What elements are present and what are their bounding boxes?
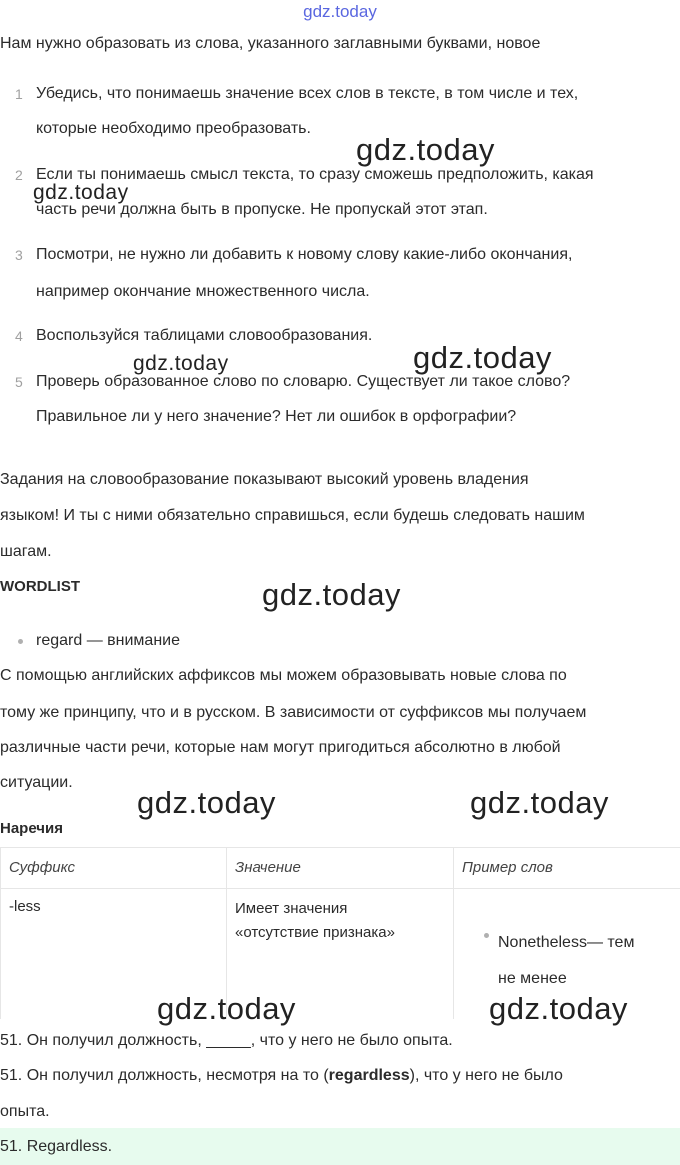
- answer-text: 51. Regardless.: [0, 1138, 113, 1155]
- answer-box: [0, 1128, 680, 1165]
- solution-line: 51. Он получил должность, несмотря на то (regardless), что у него не было: [0, 1067, 563, 1084]
- affix-text: ситуации.: [0, 774, 73, 791]
- solution-keyword: regardless: [328, 1067, 410, 1084]
- watermark: gdz.today: [33, 181, 129, 204]
- watermark: gdz.today: [489, 991, 628, 1026]
- step-text: Если ты понимаешь смысл текста, то сразу сможешь предположить, какая: [36, 166, 594, 183]
- table-header-row: [1, 848, 680, 889]
- watermark: gdz.today: [356, 132, 495, 167]
- step-text: часть речи должна быть в пропуске. Не пропускай этот этап.: [36, 201, 488, 218]
- step-number: 3: [15, 247, 23, 263]
- step-number: 4: [15, 328, 23, 344]
- bullet-icon: [18, 639, 23, 644]
- affix-text: различные части речи, которые нам могут пригодиться абсолютно в любой: [0, 739, 561, 756]
- watermark: gdz.today: [133, 352, 229, 375]
- step-text: Убедись, что понимаешь значение всех слов в тексте, в том числе и тех,: [36, 85, 579, 102]
- watermark: gdz.today: [262, 577, 401, 612]
- wordlist-item: regard — внимание: [36, 632, 180, 649]
- header-meaning: Значение: [227, 848, 454, 889]
- wordlist-title: WORDLIST: [0, 578, 80, 595]
- affix-text: тому же принципу, что и в русском. В зависимости от суффиксов мы получаем: [0, 704, 587, 721]
- meaning-line: «отсутствие признака»: [235, 924, 395, 941]
- intro-text: Нам нужно образовать из слова, указанного заглавными буквами, новое: [0, 35, 541, 52]
- watermark: gdz.today: [157, 991, 296, 1026]
- watermark: gdz.today: [413, 340, 552, 375]
- step-text: Проверь образованное слово по словарю. Существует ли такое слово?: [36, 373, 571, 390]
- bullet-icon: [484, 933, 489, 938]
- site-logo[interactable]: gdz.today: [303, 2, 377, 21]
- example-word: Nonetheless— тем: [498, 934, 635, 951]
- solution-line: опыта.: [0, 1103, 50, 1120]
- task-text: 51. Он получил должность, _____, что у него не было опыта.: [0, 1032, 453, 1049]
- step-text: например окончание множественного числа.: [36, 283, 370, 300]
- step-number: 2: [15, 167, 23, 183]
- step-number: 1: [15, 86, 23, 102]
- summary-text: Задания на словообразование показывают высокий уровень владения: [0, 471, 529, 488]
- step-text: Воспользуйся таблицами словообразования.: [36, 327, 373, 344]
- step-text: Правильное ли у него значение? Нет ли ошибок в орфографии?: [36, 408, 517, 425]
- summary-text: языком! И ты с ними обязательно справишься, если будешь следовать нашим: [0, 507, 585, 524]
- header-suffix: Суффикс: [1, 848, 227, 889]
- step-text: Посмотри, не нужно ли добавить к новому слову какие-либо окончания,: [36, 246, 573, 263]
- adverbs-title: Наречия: [0, 820, 63, 837]
- summary-text: шагам.: [0, 543, 52, 560]
- meaning-line: Имеет значения: [235, 900, 348, 917]
- step-number: 5: [15, 374, 23, 390]
- example-word: не менее: [498, 970, 567, 987]
- watermark: gdz.today: [470, 785, 609, 820]
- step-text: которые необходимо преобразовать.: [36, 120, 311, 137]
- watermark: gdz.today: [137, 785, 276, 820]
- affix-text: С помощью английских аффиксов мы можем образовывать новые слова по: [0, 667, 567, 684]
- header-examples: Пример слов: [454, 848, 680, 889]
- cell-suffix: -less: [1, 889, 227, 1020]
